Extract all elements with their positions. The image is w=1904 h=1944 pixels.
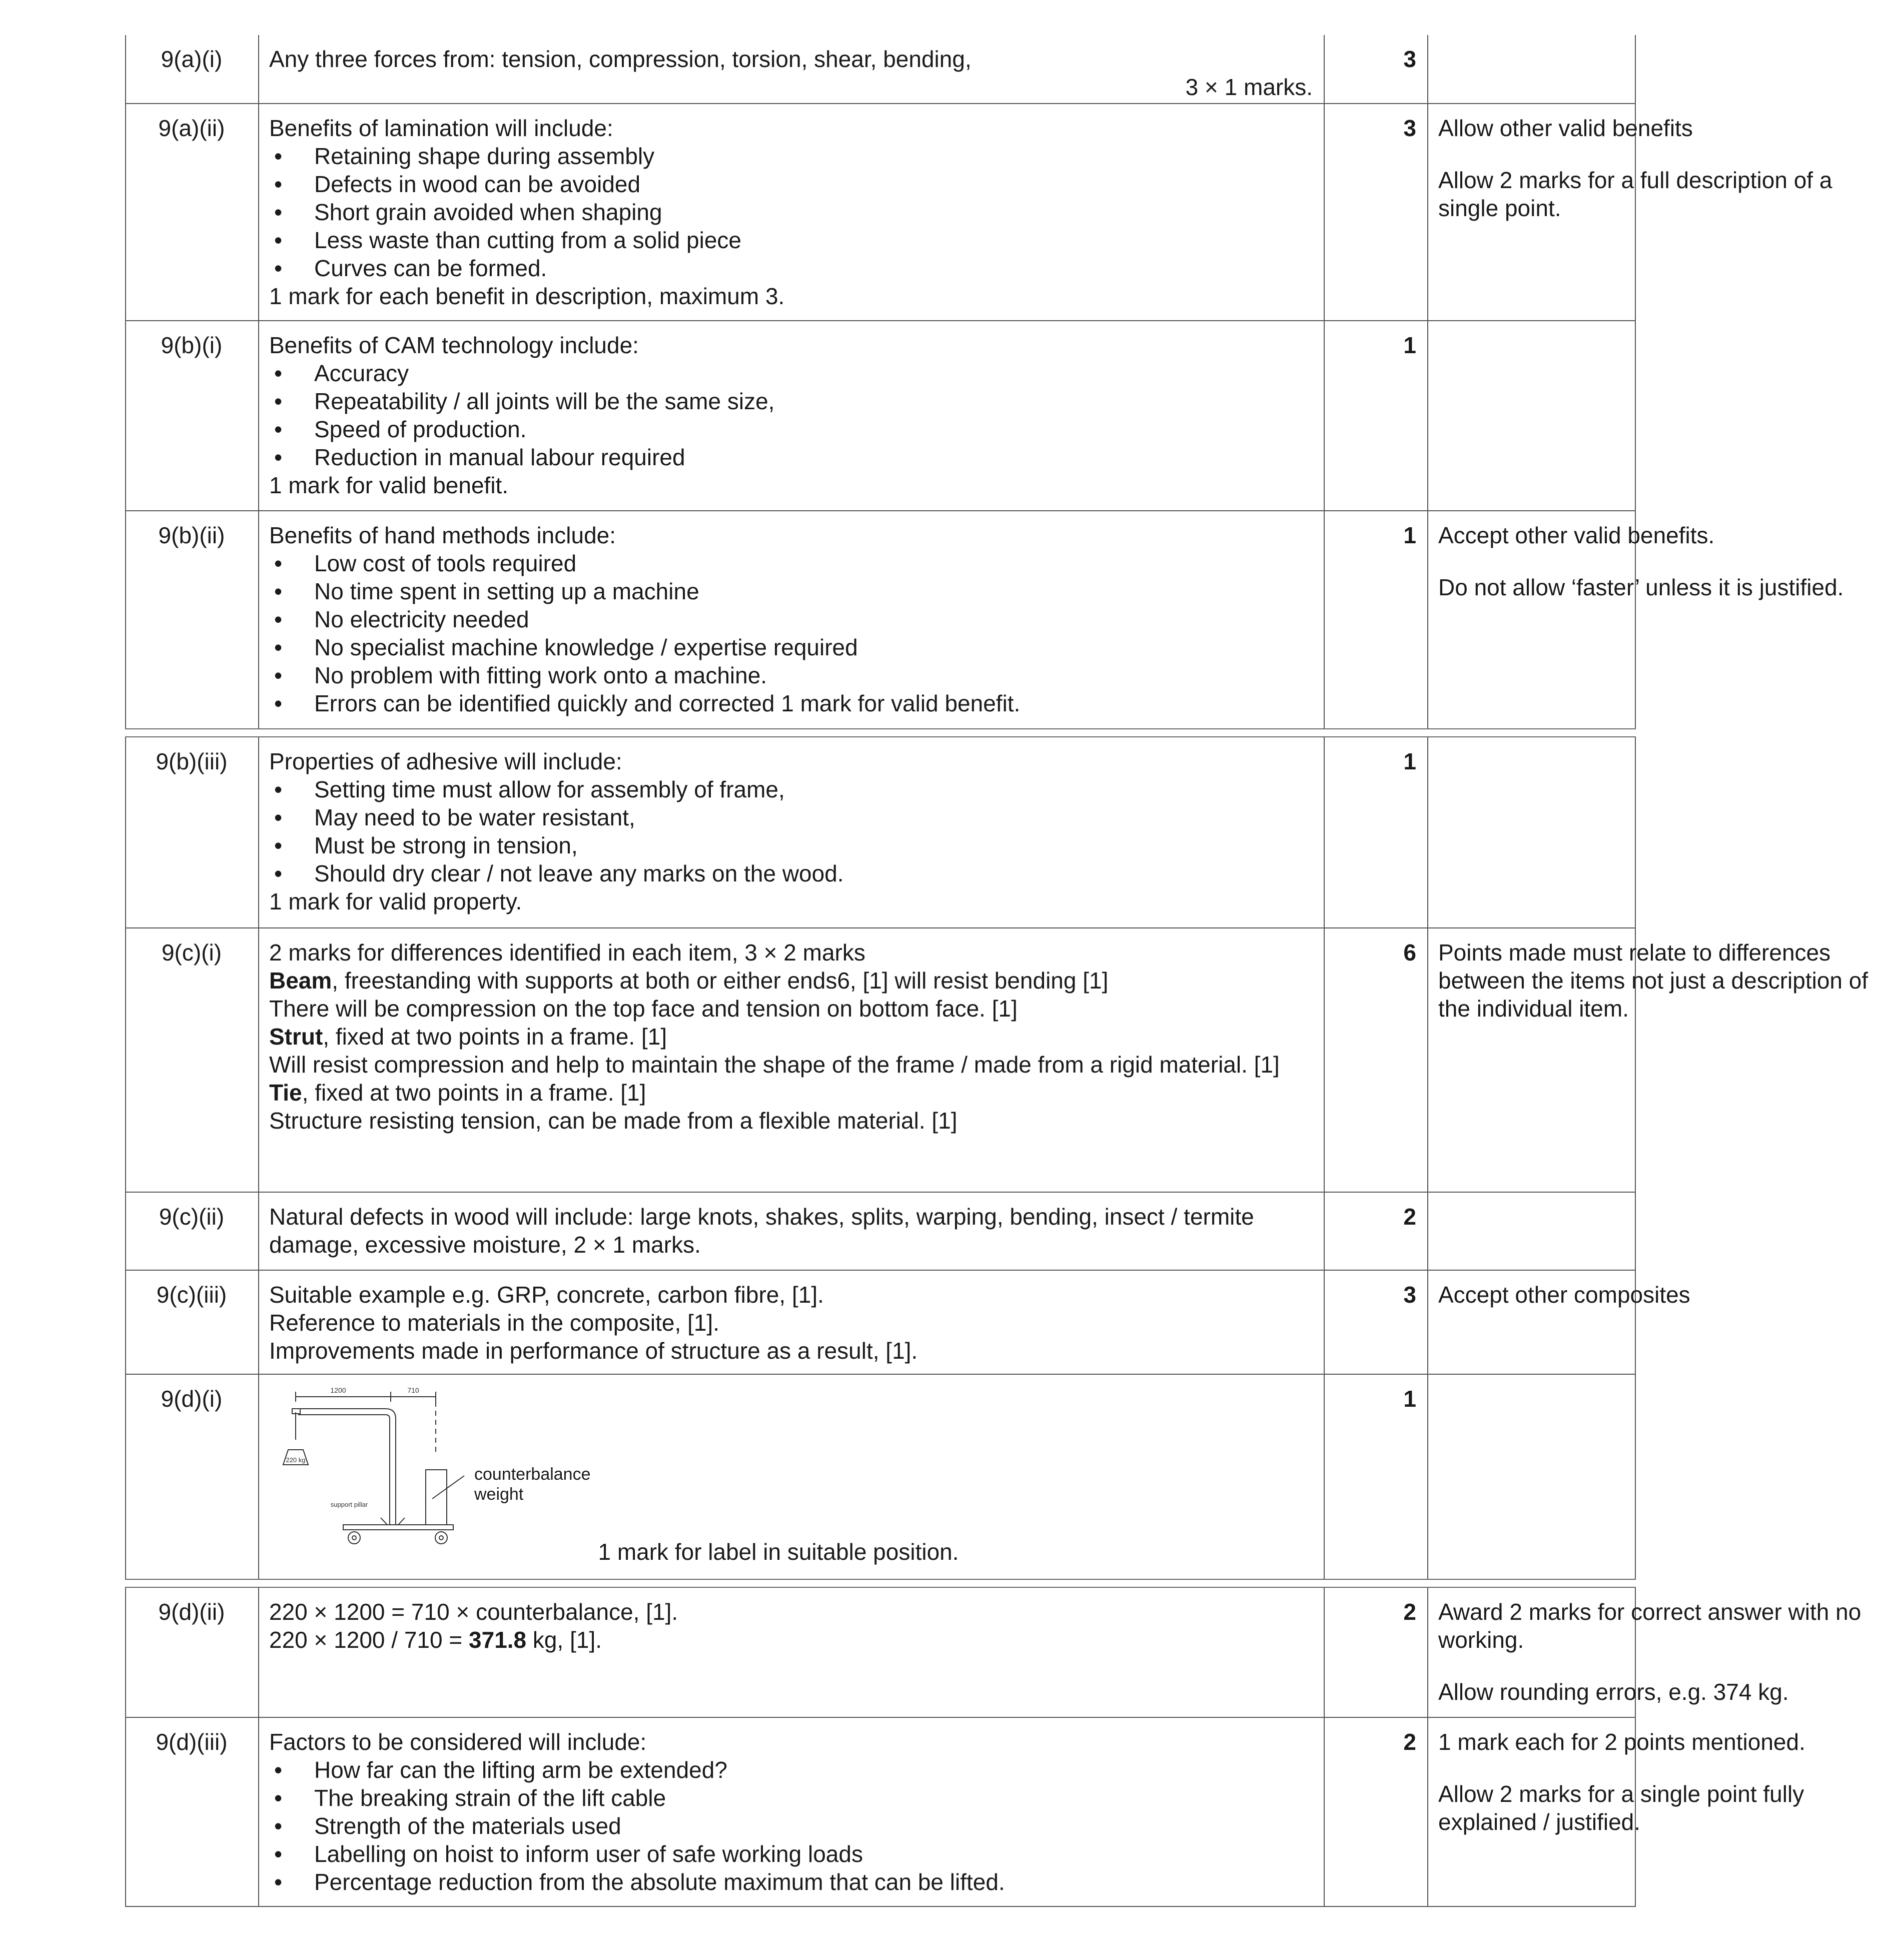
answer-outro: 1 mark for valid benefit. bbox=[269, 472, 509, 498]
answer-outro: 1 mark for each benefit in description, maximum 3. bbox=[269, 283, 785, 309]
question-number: 9(d)(iii) bbox=[156, 1729, 228, 1755]
guidance-cell bbox=[1427, 1375, 1904, 1580]
question-number: 9(d)(i) bbox=[161, 1386, 223, 1412]
answer-text: 2 marks for differences identified in each item, 3 × 2 marks bbox=[269, 939, 865, 965]
answer-intro: Benefits of lamination will include: bbox=[269, 115, 613, 141]
list-item: • Should dry clear / not leave any marks on the wood. bbox=[269, 859, 1313, 887]
answer-marks-note: 3 × 1 marks. bbox=[1185, 74, 1313, 100]
answer-cell bbox=[258, 104, 1324, 321]
answer-bullets bbox=[269, 359, 1313, 471]
guidance-text: Allow 2 marks for a single point fully explained / justified. bbox=[1438, 1781, 1804, 1835]
marks-cell: 1 bbox=[1403, 748, 1416, 774]
answer-outro: 1 mark for valid property. bbox=[269, 888, 522, 914]
guidance-text: Allow rounding errors, e.g. 374 kg. bbox=[1438, 1679, 1789, 1705]
list-item: • How far can the lifting arm be extended? bbox=[269, 1756, 1313, 1784]
marks-cell: 2 bbox=[1403, 1729, 1416, 1755]
guidance-text: Accept other composites bbox=[1438, 1282, 1690, 1308]
marks-cell: 1 bbox=[1403, 332, 1416, 358]
answer-cell bbox=[258, 1375, 1324, 1580]
tie-term: Tie bbox=[269, 1080, 302, 1106]
page-break-divider bbox=[125, 728, 1636, 737]
counterbalance-label-line2: weight bbox=[474, 1485, 524, 1504]
list-item: • Retaining shape during assembly bbox=[269, 142, 1313, 170]
question-number: 9(a)(ii) bbox=[158, 115, 225, 141]
answer-intro: Benefits of CAM technology include: bbox=[269, 332, 639, 358]
list-item: • No specialist machine knowledge / expertise required bbox=[269, 633, 1313, 661]
list-item: • No electricity needed bbox=[269, 605, 1313, 633]
answer-cell bbox=[258, 35, 1324, 104]
guidance-text: Accept other valid benefits. bbox=[1438, 522, 1715, 548]
question-number: 9(b)(i) bbox=[161, 332, 223, 358]
marks-cell: 3 bbox=[1403, 46, 1416, 72]
table-row-9bi bbox=[125, 321, 1636, 511]
list-item: • Curves can be formed. bbox=[269, 254, 1313, 282]
dimension-710: 710 bbox=[407, 1386, 419, 1394]
list-item: • The breaking strain of the lift cable bbox=[269, 1784, 1313, 1812]
answer-cell bbox=[258, 928, 1324, 1193]
counterbalance-label: counterbalance bbox=[474, 1465, 591, 1484]
table-bottom-border bbox=[125, 1906, 1636, 1907]
question-number: 9(c)(ii) bbox=[159, 1204, 225, 1230]
table-row-9diii bbox=[125, 1718, 1805, 1907]
list-item: • Short grain avoided when shaping bbox=[269, 198, 1313, 226]
answer-text: Any three forces from: tension, compression, torsion, shear, bending, bbox=[269, 46, 972, 72]
answer-bullets bbox=[269, 142, 1313, 282]
guidance-cell bbox=[1427, 1193, 1904, 1271]
answer-cell bbox=[258, 321, 1324, 511]
list-item: • Less waste than cutting from a solid piece bbox=[269, 226, 1313, 254]
marks-cell: 3 bbox=[1403, 115, 1416, 141]
mark-caption: 1 mark for label in suitable position. bbox=[598, 1539, 959, 1565]
answer-text: Natural defects in wood will include: large knots, shakes, splits, warping, bending, insect / termite damage, excessive moisture, 2 × 1 marks. bbox=[269, 1204, 1254, 1258]
table-row-9cii bbox=[125, 1193, 1636, 1271]
pillar-label: support pillar bbox=[330, 1501, 368, 1508]
list-item: • Labelling on hoist to inform user of safe working loads bbox=[269, 1840, 1313, 1868]
table-row-9ai bbox=[125, 35, 1636, 104]
list-item: • No problem with fitting work onto a machine. bbox=[269, 661, 1313, 689]
guidance-cell bbox=[1427, 928, 1904, 1193]
answer-cell bbox=[258, 1718, 1324, 1907]
answer-bullets bbox=[269, 549, 1313, 717]
question-number: 9(b)(iii) bbox=[156, 748, 228, 774]
list-item: • Accuracy bbox=[269, 359, 1313, 387]
guidance-text: Points made must relate to differences between the items not just a description of the individual item. bbox=[1438, 939, 1868, 1022]
answer-text bbox=[269, 1023, 1313, 1051]
answer-text: There will be compression on the top face and tension on bottom face. [1] bbox=[269, 996, 1018, 1022]
marks-cell: 1 bbox=[1403, 522, 1416, 548]
list-item: • Setting time must allow for assembly of frame, bbox=[269, 775, 1313, 803]
question-number: 9(c)(i) bbox=[161, 939, 222, 965]
question-number: 9(a)(i) bbox=[161, 46, 223, 72]
guidance-cell bbox=[1427, 104, 1904, 321]
answer-cell bbox=[258, 1193, 1324, 1271]
answer-intro: Benefits of hand methods include: bbox=[269, 522, 616, 548]
answer-text: 220 × 1200 / 710 = bbox=[269, 1627, 469, 1653]
answer-bullets bbox=[269, 775, 1313, 887]
list-item: • No time spent in setting up a machine bbox=[269, 577, 1313, 605]
guidance-cell bbox=[1427, 1271, 1904, 1375]
guidance-cell bbox=[1427, 1718, 1904, 1907]
marks-cell: 2 bbox=[1403, 1599, 1416, 1625]
table-row-9bii bbox=[125, 511, 1844, 728]
list-item: • Low cost of tools required bbox=[269, 549, 1313, 577]
dimension-1200: 1200 bbox=[330, 1386, 346, 1394]
beam-term: Beam bbox=[269, 967, 332, 994]
marks-cell: 1 bbox=[1403, 1386, 1416, 1412]
guidance-cell bbox=[1427, 1588, 1904, 1718]
answer-intro: Factors to be considered will include: bbox=[269, 1729, 647, 1755]
marks-cell: 6 bbox=[1403, 939, 1416, 965]
guidance-text: 1 mark each for 2 points mentioned. bbox=[1438, 1729, 1805, 1755]
guidance-text: Allow 2 marks for a full description of a single point. bbox=[1438, 167, 1832, 221]
answer-cell bbox=[258, 1588, 1324, 1718]
load-label: 220 kg bbox=[286, 1456, 306, 1464]
table-row-9dii bbox=[125, 1588, 1861, 1718]
answer-text: Will resist compression and help to maintain the shape of the frame / made from a rigid material. [1] bbox=[269, 1052, 1280, 1078]
answer-text bbox=[269, 1079, 1313, 1107]
answer-text: kg, [1]. bbox=[526, 1627, 602, 1653]
list-item: • Reduction in manual labour required bbox=[269, 443, 1313, 471]
marks-cell: 3 bbox=[1403, 1282, 1416, 1308]
answer-text: Reference to materials in the composite, [1]. bbox=[269, 1310, 719, 1336]
answer-text: Improvements made in performance of structure as a result, [1]. bbox=[269, 1338, 918, 1364]
guidance-text: Allow other valid benefits bbox=[1438, 115, 1693, 141]
answer-text: , freestanding with supports at both or either ends6, [1] will resist bending [1] bbox=[332, 967, 1109, 994]
guidance-cell bbox=[1427, 737, 1904, 928]
list-item: • Repeatability / all joints will be the same size, bbox=[269, 387, 1313, 415]
guidance-text: Award 2 marks for correct answer with no working. bbox=[1438, 1599, 1861, 1653]
table-row-9aii bbox=[125, 104, 1832, 321]
guidance-cell bbox=[1427, 35, 1904, 104]
question-number: 9(b)(ii) bbox=[158, 522, 225, 548]
guidance-cell bbox=[1427, 511, 1904, 728]
table-row-9di bbox=[125, 1375, 1636, 1580]
list-item: • May need to be water resistant, bbox=[269, 803, 1313, 831]
answer-text bbox=[269, 1626, 1313, 1654]
answer-cell bbox=[258, 737, 1324, 928]
answer-text: Suitable example e.g. GRP, concrete, carbon fibre, [1]. bbox=[269, 1282, 824, 1308]
marks-cell: 2 bbox=[1403, 1204, 1416, 1230]
answer-cell bbox=[258, 1271, 1324, 1375]
list-item: • Speed of production. bbox=[269, 415, 1313, 443]
answer-text: Structure resisting tension, can be made from a flexible material. [1] bbox=[269, 1108, 958, 1134]
answer-value: 371.8 bbox=[469, 1627, 527, 1653]
answer-text: 220 × 1200 = 710 × counterbalance, [1]. bbox=[269, 1599, 678, 1625]
list-item: • Must be strong in tension, bbox=[269, 831, 1313, 859]
guidance-text: Do not allow ‘faster’ unless it is justified. bbox=[1438, 574, 1844, 600]
question-number: 9(d)(ii) bbox=[158, 1599, 225, 1625]
guidance-cell bbox=[1427, 321, 1904, 511]
list-item: • Strength of the materials used bbox=[269, 1812, 1313, 1840]
question-number: 9(c)(iii) bbox=[156, 1282, 227, 1308]
answer-intro: Properties of adhesive will include: bbox=[269, 748, 622, 774]
list-item: • Errors can be identified quickly and corrected 1 mark for valid benefit. bbox=[269, 689, 1313, 717]
table-row-9ci bbox=[125, 928, 1868, 1193]
answer-text bbox=[269, 966, 1313, 995]
list-item: • Percentage reduction from the absolute maximum that can be lifted. bbox=[269, 1868, 1313, 1896]
answer-text: , fixed at two points in a frame. [1] bbox=[302, 1080, 646, 1106]
table-row-9biii bbox=[125, 737, 1636, 928]
hoist-diagram bbox=[258, 1375, 1324, 1579]
list-item: • Defects in wood can be avoided bbox=[269, 170, 1313, 198]
answer-bullets bbox=[269, 1756, 1313, 1896]
strut-term: Strut bbox=[269, 1024, 323, 1050]
answer-cell bbox=[258, 511, 1324, 728]
answer-text: , fixed at two points in a frame. [1] bbox=[323, 1024, 667, 1050]
table-row-9ciii bbox=[125, 1271, 1690, 1375]
page-break-divider bbox=[125, 1579, 1636, 1588]
